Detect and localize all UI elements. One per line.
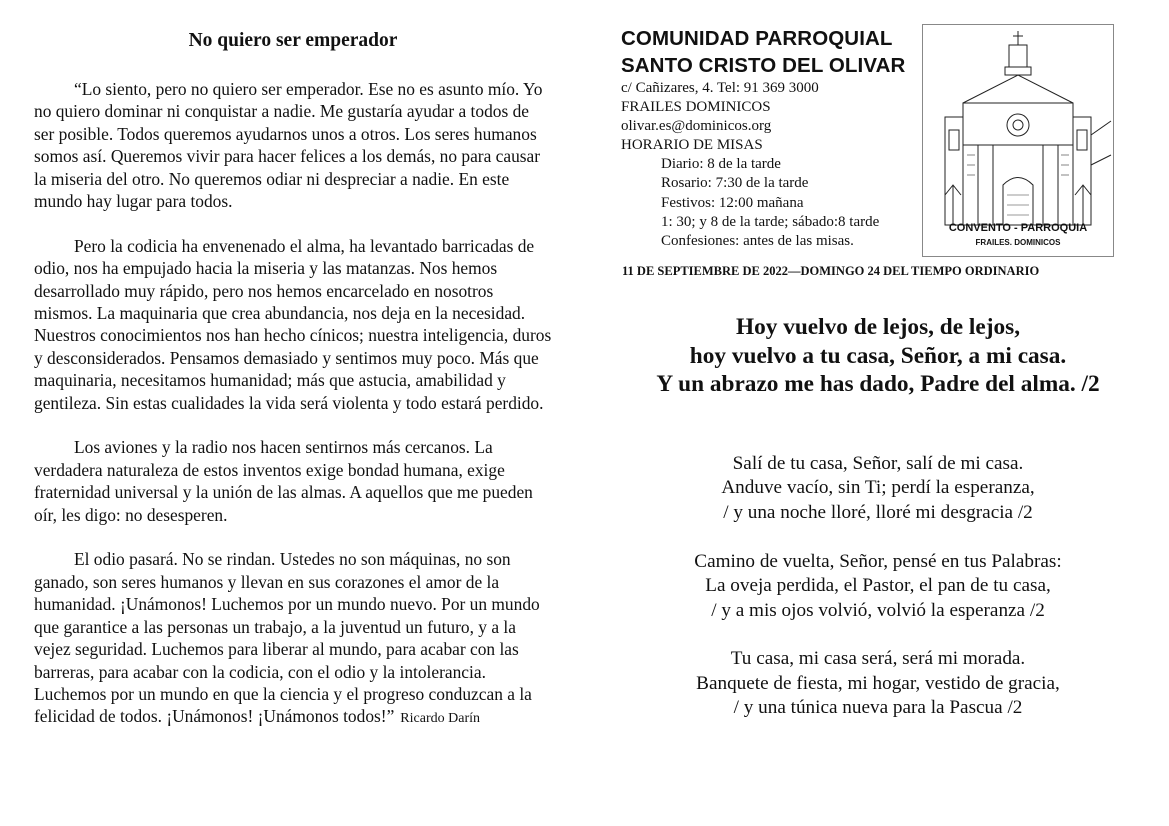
- article-author: Ricardo Darín: [400, 711, 480, 727]
- stanza: [600, 550, 1156, 623]
- stanza-line: Salí de tu casa, Señor, salí de mi casa.: [732, 453, 1024, 474]
- mass-time: Rosario: 7:30 de la tarde: [661, 175, 809, 192]
- parish-name-line1: COMUNIDAD PARROQUIAL: [621, 27, 893, 50]
- article-paragraph: Pero la codicia ha envenenado el alma, ha levantado barricadas de odio, nos ha empujado hacia la miseria y las matanzas. Nos hemos desarrollado muy rápido, pero nos hemos encarcelado en nosotros mismos. La maquinaria que crea abundancia, nos deja en la necesidad. Nuestros conocimientos nos han hecho cínicos; nuestra inteligencia, duros y desconsiderados. Pensamos demasiado y sentimos muy poco. Más que maquinaria, necesitamos humanidad; más que astucia, amabilidad y gentileza. Sin estas cualidades la vida será violenta y todo estará perdido.: [34, 235, 552, 413]
- stanza-line: Tu casa, mi casa será, será mi morada.: [730, 648, 1026, 670]
- date-line: 11 DE SEPTIEMBRE DE 2022—DOMINGO 24 DEL TIEMPO ORDINARIO: [622, 264, 1040, 278]
- church-sketch-logo: [922, 24, 1114, 257]
- logo-caption-2: FRAILES. DOMINICOS: [975, 238, 1061, 247]
- parish-order: FRAILES DOMINICOS: [621, 99, 771, 115]
- parish-email: olivar.es@dominicos.org: [621, 118, 772, 134]
- parish-name-line2: SANTO CRISTO DEL OLIVAR: [621, 54, 906, 77]
- church-icon: [923, 25, 1113, 256]
- article-paragraph: “Lo siento, pero no quiero ser emperador. Ese no es asunto mío. Yo no quiero dominar ni conquistar a nadie. Me gustaría ayudar a todos de ser posible. Todos queremos ayudarnos unos a otros. Los seres humanos somos así. Queremos vivir para hacer felices a los demás, no para causar la miseria del otro. No queremos odiar ni despreciar a nadie. En este mundo hay lugar para todos.: [34, 79, 543, 212]
- stanza-line: / y una túnica nueva para la Pascua /2: [733, 697, 1023, 719]
- song-stanzas: [600, 452, 1156, 745]
- stanza-line: / y a mis ojos volvió, volvió la esperanza /2: [711, 599, 1045, 621]
- logo-caption-1: CONVENTO - PARROQUIA: [948, 222, 1088, 234]
- article-paragraph: El odio pasará. No se rindan. Ustedes no son máquinas, no son ganado, son seres humanos y llevan en sus corazones el amor de la humanidad. ¡Unámonos! Luchemos por un mundo nuevo. Por un mundo que garantice a las personas un trabajo, a la juventud un futuro, y a la vejez seguridad. Luchemos para liberar al mundo, para acabar con las barreras, para acabar con la codicia, con el odio y la intolerancia. Luchemos por un mundo en que la ciencia y el progreso conduzcan a la felicidad de todos. ¡Unámonos! ¡Unámonos todos!” Ricardo Darín: [34, 549, 540, 727]
- stanza-line: / y una noche lloré, lloré mi desgracia /2: [723, 501, 1033, 523]
- mass-time: Festivos: 12:00 mañana: [661, 194, 804, 211]
- stanza-line: Banquete de fiesta, mi hogar, vestido de gracia,: [696, 672, 1060, 694]
- refrain-line: hoy vuelvo a tu casa, Señor, a mi casa.: [689, 342, 1067, 369]
- stanza-line: La oveja perdida, el Pastor, el pan de tu casa,: [705, 575, 1051, 597]
- song-refrain: [600, 313, 1156, 399]
- mass-schedule-heading: HORARIO DE MISAS: [621, 137, 763, 153]
- left-column: [34, 30, 552, 753]
- article-title: No quiero ser emperador: [188, 30, 398, 51]
- refrain-line: Y un abrazo me has dado, Padre del alma. /2: [656, 371, 1100, 397]
- article-paragraph: Los aviones y la radio nos hacen sentirnos más cercanos. La verdadera naturaleza de estos inventos exige bondad humana, exige fraternidad universal y la unión de las almas. A aquellos que me pueden oír, les digo: no desesperen.: [34, 437, 533, 525]
- stanza-line: Anduve vacío, sin Ti; perdí la esperanza,: [721, 477, 1035, 499]
- stanza-line: Camino de vuelta, Señor, pensé en tus Palabras:: [694, 550, 1062, 572]
- stanza: [600, 452, 1156, 525]
- mass-time: Confesiones: antes de las misas.: [661, 233, 854, 250]
- mass-time: Diario: 8 de la tarde: [661, 156, 781, 172]
- stanza: [600, 647, 1156, 720]
- parish-address: c/ Cañizares, 4. Tel: 91 369 3000: [621, 80, 819, 96]
- refrain-line: Hoy vuelvo de lejos, de lejos,: [735, 314, 1021, 340]
- mass-time: 1: 30; y 8 de la tarde; sábado:8 tarde: [661, 213, 880, 230]
